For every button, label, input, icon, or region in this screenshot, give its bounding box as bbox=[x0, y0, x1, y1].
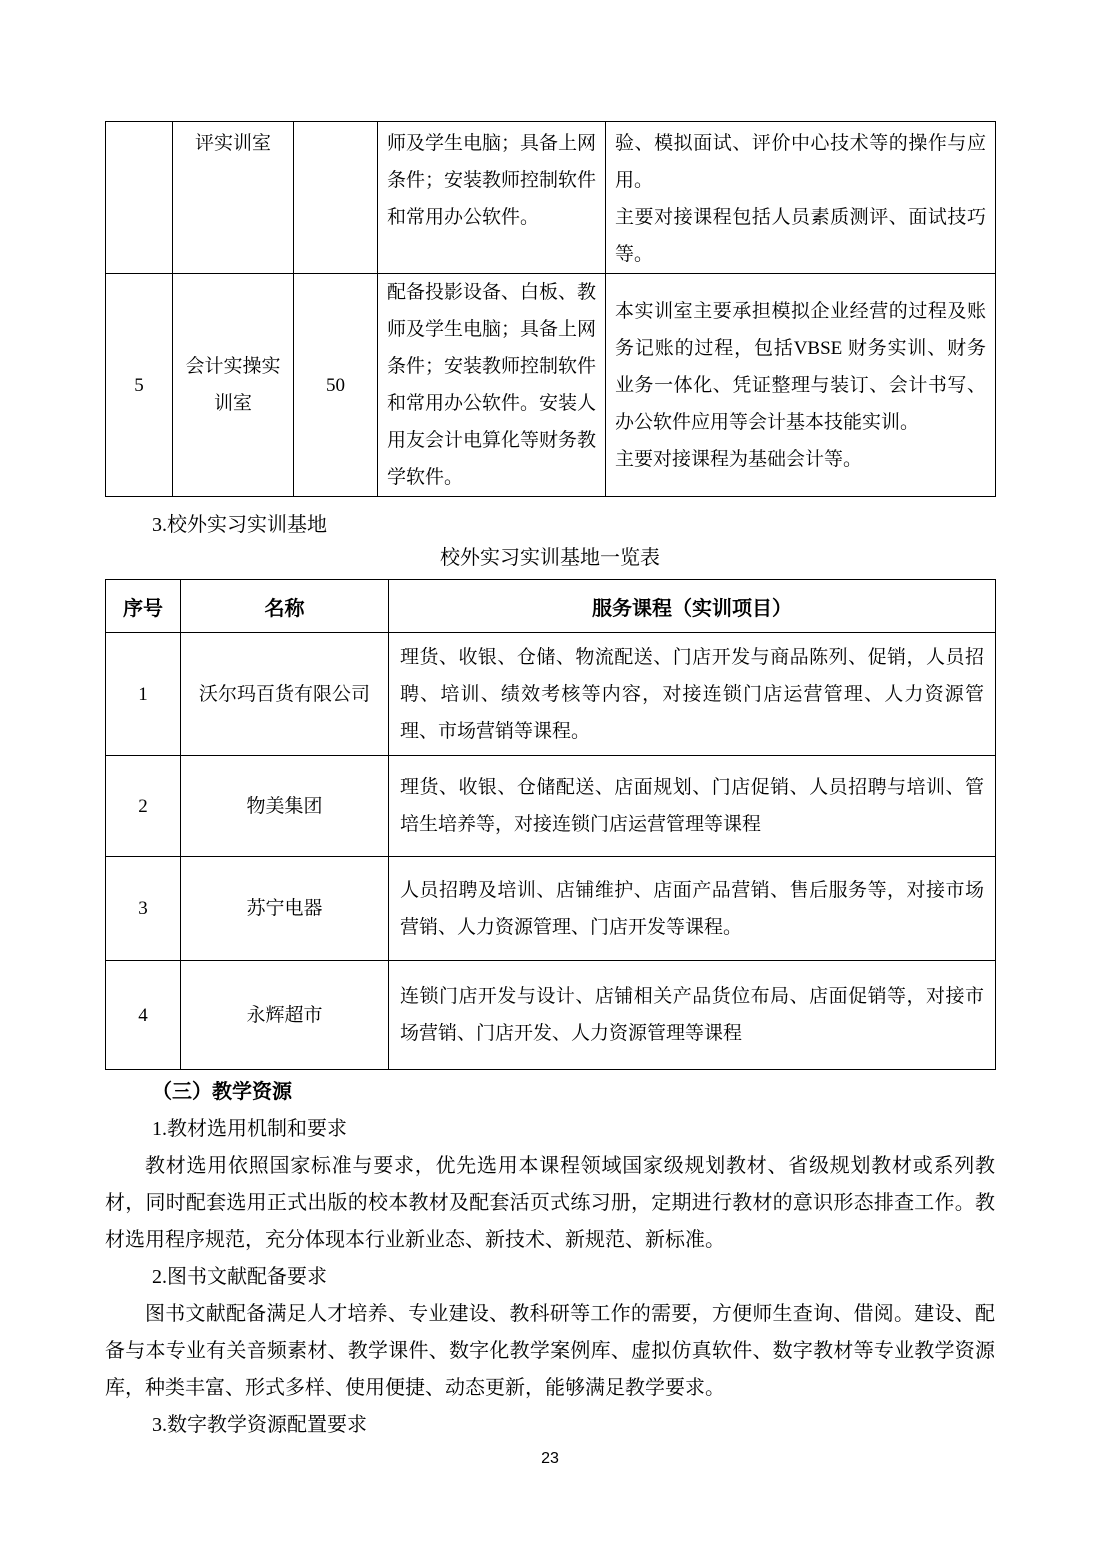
table-row bbox=[106, 122, 996, 274]
row-index-cell bbox=[106, 122, 173, 274]
page-number: 23 bbox=[541, 1450, 559, 1467]
description-paragraph: 主要对接课程为基础会计等。 bbox=[615, 448, 863, 470]
table-row bbox=[106, 961, 996, 1070]
courses-cell: 理货、收银、仓储、物流配送、门店开发与商品陈列、促销，人员招聘、培训、绩效考核等内容，对接连锁门店运营管理、人力资源管理、市场营销等课程。 bbox=[389, 633, 996, 756]
table-caption: 校外实习实训基地一览表 bbox=[440, 547, 660, 569]
table-header-row bbox=[106, 580, 996, 633]
room-name-cell: 会计实操实训室 bbox=[173, 274, 294, 497]
list-item-external-bases: 3.校外实习实训基地 bbox=[152, 514, 327, 536]
row-index-cell: 4 bbox=[106, 961, 181, 1070]
paragraph-textbook: 教材选用依照国家标准与要求，优先选用本课程领域国家级规划教材、省级规划教材或系列教材，同时配套选用正式出版的校本教材及配套活页式练习册，定期进行教材的意识形态排查工作。教材选用程序规范，充分体现本行业新业态、新技术、新规范、新标准。 bbox=[105, 1155, 995, 1251]
capacity-cell: 50 bbox=[294, 274, 378, 497]
description-paragraph: 本实训室主要承担模拟企业经营的过程及账务记账的过程，包括VBSE 财务实训、财务业务一体化、凭证整理与装订、会计书写、办公软件应用等会计基本技能实训。 bbox=[615, 300, 986, 433]
base-name-cell: 苏宁电器 bbox=[181, 857, 389, 961]
base-name-cell: 物美集团 bbox=[181, 756, 389, 857]
description-paragraph: 主要对接课程包括人员素质测评、面试技巧等。 bbox=[615, 207, 986, 265]
teaching-resources-section bbox=[105, 1074, 995, 1444]
table-row bbox=[106, 274, 996, 497]
equipment-cell: 师及学生电脑；具备上网条件；安装教师控制软件和常用办公软件。 bbox=[378, 122, 606, 274]
table-row bbox=[106, 633, 996, 756]
description-paragraph: 验、模拟面试、评价中心技术等的操作与应用。 bbox=[615, 133, 986, 191]
list-item-library: 2.图书文献配备要求 bbox=[152, 1266, 327, 1288]
base-name-cell: 沃尔玛百货有限公司 bbox=[181, 633, 389, 756]
header-name: 名称 bbox=[181, 580, 389, 633]
room-name-cell: 评实训室 bbox=[173, 122, 294, 274]
base-name-cell: 永辉超市 bbox=[181, 961, 389, 1070]
table-row bbox=[106, 756, 996, 857]
header-index: 序号 bbox=[106, 580, 181, 633]
training-room-table bbox=[105, 121, 996, 497]
capacity-cell bbox=[294, 122, 378, 274]
header-courses: 服务课程（实训项目） bbox=[389, 580, 996, 633]
external-bases-table bbox=[105, 579, 996, 1070]
row-index-cell: 5 bbox=[106, 274, 173, 497]
courses-cell: 理货、收银、仓储配送、店面规划、门店促销、人员招聘与培训、管培生培养等，对接连锁门店运营管理等课程 bbox=[389, 756, 996, 857]
row-index-cell: 3 bbox=[106, 857, 181, 961]
description-cell bbox=[606, 122, 996, 274]
row-index-cell: 1 bbox=[106, 633, 181, 756]
list-item-digital: 3.数字教学资源配置要求 bbox=[152, 1414, 367, 1436]
description-cell bbox=[606, 274, 996, 497]
courses-cell: 人员招聘及培训、店铺维护、店面产品营销、售后服务等，对接市场营销、人力资源管理、门店开发等课程。 bbox=[389, 857, 996, 961]
equipment-cell: 配备投影设备、白板、教师及学生电脑；具备上网条件；安装教师控制软件和常用办公软件。安装人用友会计电算化等财务教学软件。 bbox=[378, 274, 606, 497]
table-row bbox=[106, 857, 996, 961]
courses-cell: 连锁门店开发与设计、店铺相关产品货位布局、店面促销等，对接市场营销、门店开发、人力资源管理等课程 bbox=[389, 961, 996, 1070]
section-heading: （三）教学资源 bbox=[152, 1081, 292, 1103]
list-item-textbook: 1.教材选用机制和要求 bbox=[152, 1118, 347, 1140]
row-index-cell: 2 bbox=[106, 756, 181, 857]
paragraph-library: 图书文献配备满足人才培养、专业建设、教科研等工作的需要，方便师生查询、借阅。建设、配备与本专业有关音频素材、教学课件、数字化教学案例库、虚拟仿真软件、数字教材等专业教学资源库，种类丰富、形式多样、使用便捷、动态更新，能够满足教学要求。 bbox=[105, 1303, 995, 1399]
